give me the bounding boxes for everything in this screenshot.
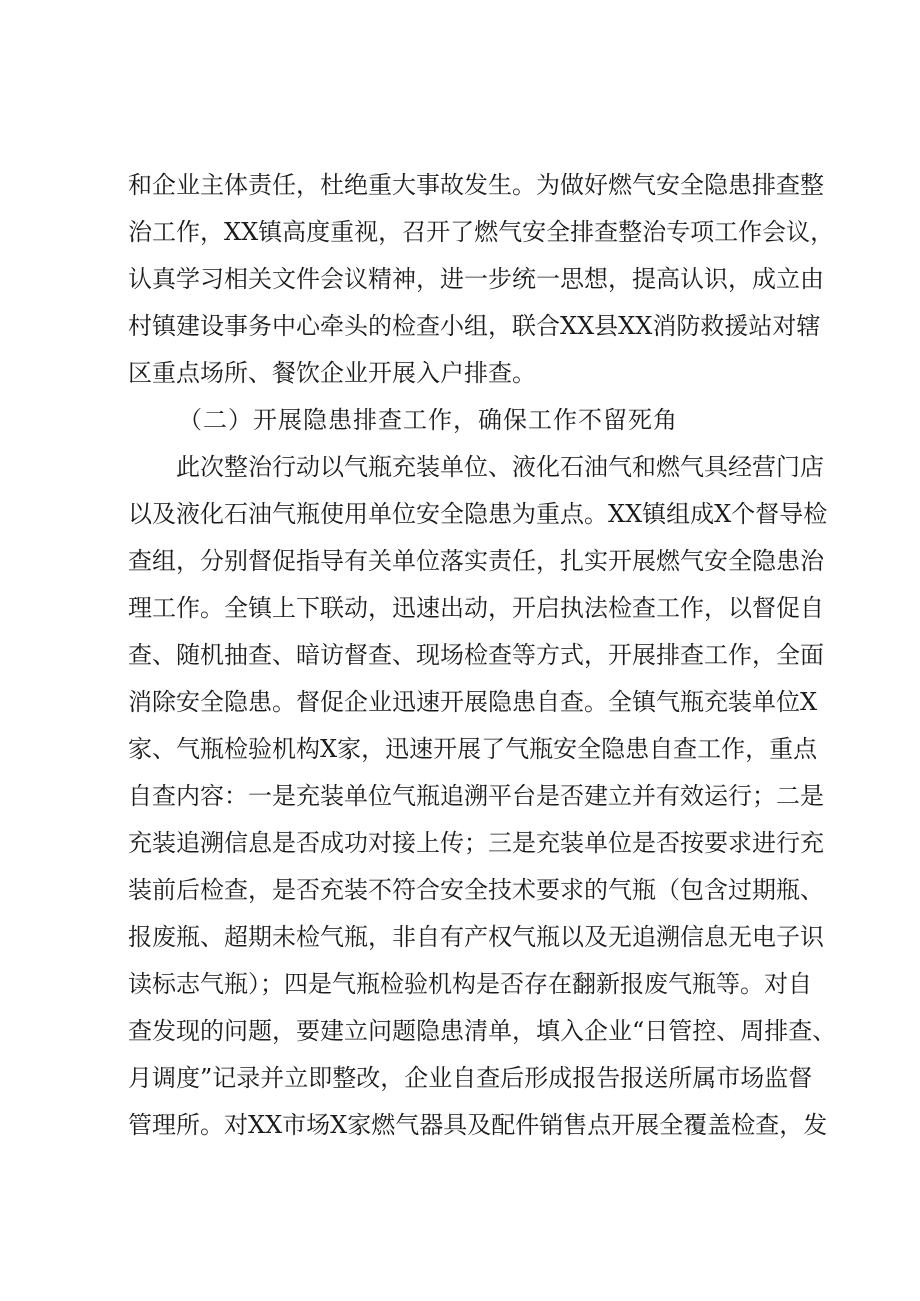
paragraph-line: 自查内容：一是充装单位气瓶追溯平台是否建立并有效运行；二是 bbox=[128, 782, 824, 810]
paragraph-line: 村镇建设事务中心牵头的检查小组，联合XX县XX消防救援站对辖 bbox=[128, 312, 821, 340]
paragraph-line: 装前后检查，是否充装不符合安全技术要求的气瓶（包含过期瓶、 bbox=[128, 876, 824, 904]
paragraph-line: 读标志气瓶）；四是气瓶检验机构是否存在翻新报废气瓶等。对自 bbox=[128, 970, 812, 998]
paragraph-line: 认真学习相关文件会议精神，进一步统一思想，提高认识，成立由 bbox=[128, 265, 824, 293]
paragraph-line: 理工作。全镇上下联动，迅速出动，开启执法检查工作，以督促自 bbox=[128, 594, 824, 622]
paragraph-line: 区重点场所、餐饮企业开展入户排查。 bbox=[128, 359, 536, 387]
paragraph-line: 查组，分别督促指导有关单位落实责任，扎实开展燃气安全隐患治 bbox=[128, 547, 824, 575]
paragraph-line: 查发现的问题，要建立问题隐患清单，填入企业“日管控、周排查、 bbox=[128, 1017, 837, 1045]
paragraph-line: 家、气瓶检验机构X家，迅速开展了气瓶安全隐患自查工作，重点 bbox=[128, 735, 818, 763]
paragraph-line: 充装追溯信息是否成功对接上传；三是充装单位是否按要求进行充 bbox=[128, 829, 824, 857]
paragraph-line: 消除安全隐患。督促企业迅速开展隐患自查。全镇气瓶充装单位X bbox=[128, 688, 818, 716]
paragraph-line: 查、随机抽查、暗访督查、现场检查等方式，开展排查工作，全面 bbox=[128, 641, 824, 669]
paragraph-line: 以及液化石油气瓶使用单位安全隐患为重点。XX镇组成X个督导检 bbox=[128, 500, 828, 528]
paragraph-line: 管理所。对XX市场X家燃气器具及配件销售点开展全覆盖检查，发 bbox=[128, 1111, 828, 1139]
paragraph-line: 治工作，XX镇高度重视，召开了燃气安全排查整治专项工作会议， bbox=[128, 218, 835, 246]
paragraph-line: 此次整治行动以气瓶充装单位、液化石油气和燃气具经营门店 bbox=[176, 453, 824, 481]
paragraph-line: 月调度”记录并立即整改，企业自查后形成报告报送所属市场监督 bbox=[128, 1064, 813, 1092]
section-heading: （二）开展隐患排查工作，确保工作不留死角 bbox=[178, 406, 678, 434]
paragraph-line: 和企业主体责任，杜绝重大事故发生。为做好燃气安全隐患排查整 bbox=[128, 171, 824, 199]
paragraph-line: 报废瓶、超期未检气瓶，非自有产权气瓶以及无追溯信息无电子识 bbox=[128, 923, 824, 951]
